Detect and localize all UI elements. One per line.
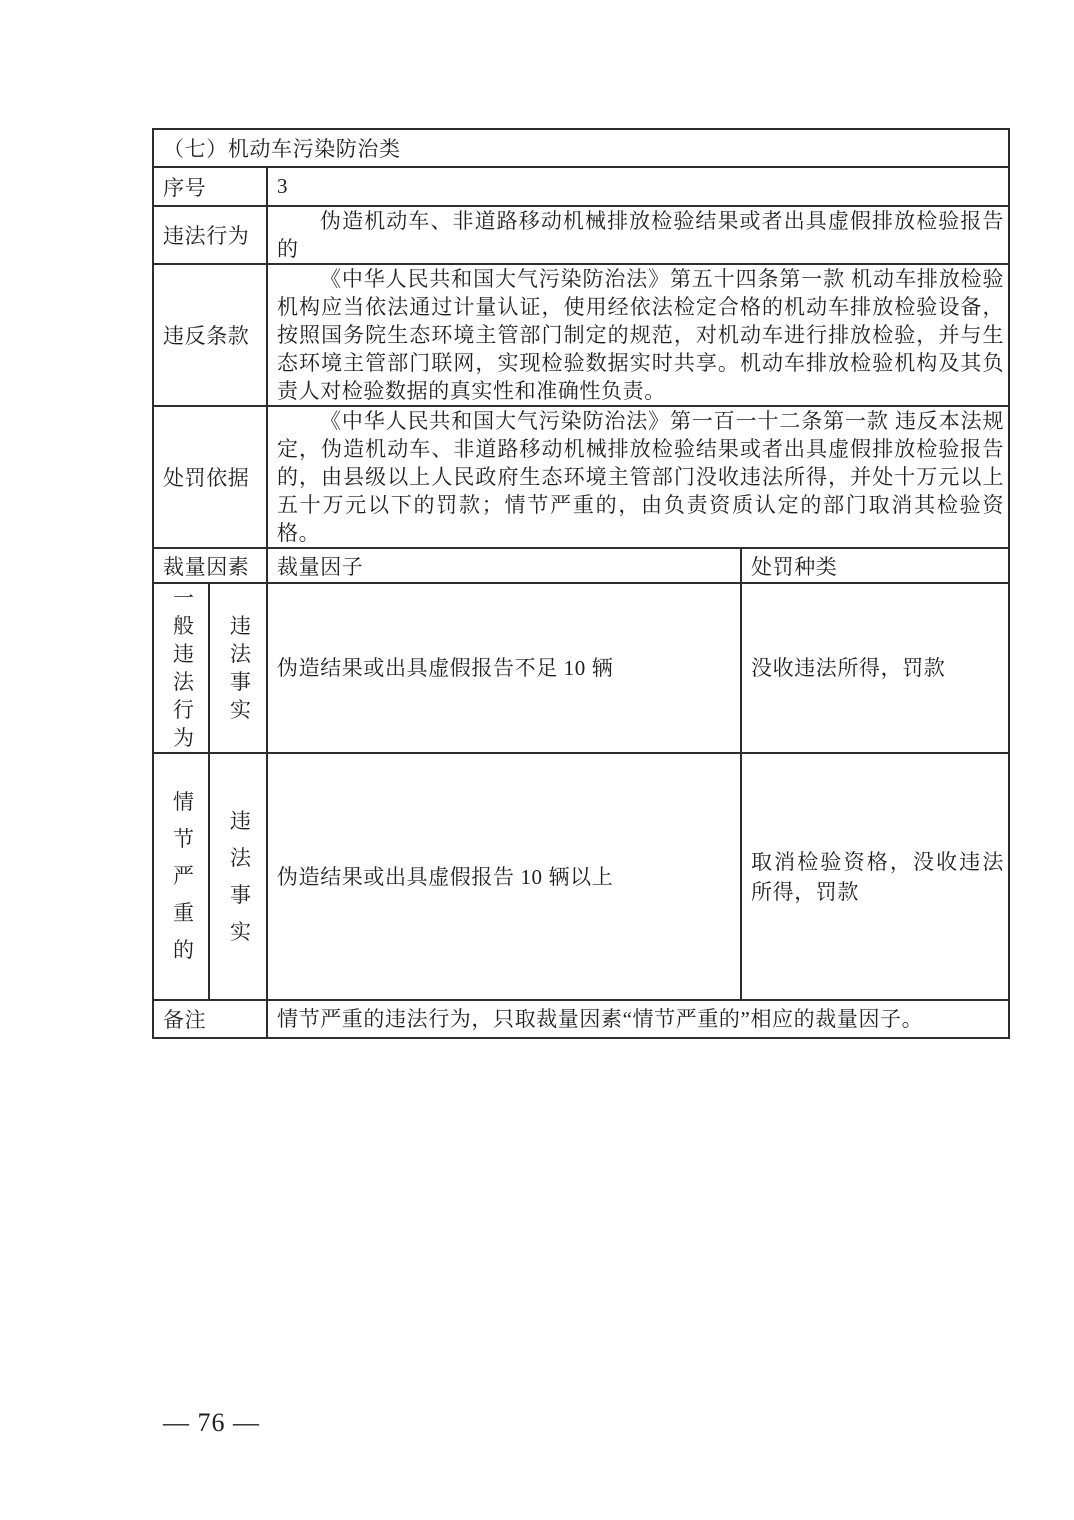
general-violation-factor-text: 伪造结果或出具虚假报告不足 10 辆	[267, 583, 741, 753]
severe-violation-fact-label: 违法事实	[230, 808, 251, 944]
serial-number-label: 序号	[153, 167, 267, 206]
general-violation-penalty-text: 没收违法所得，罚款	[741, 583, 1009, 753]
remark-text: 情节严重的违法行为，只取裁量因素“情节严重的”相应的裁量因子。	[277, 1007, 924, 1031]
remark-row	[153, 1000, 1009, 1038]
general-violation-category-cell	[153, 583, 209, 753]
violated-clause-cell	[267, 264, 1009, 406]
discretion-factor-group-header: 裁量因素	[153, 548, 267, 583]
violation-act-text: 伪造机动车、非道路移动机械排放检验结果或者出具虚假排放检验报告的	[277, 209, 1005, 261]
page-number: — 76 —	[163, 1408, 260, 1437]
penalty-discretion-table	[152, 128, 1010, 1039]
severe-violation-penalty-text: 取消检验资格，没收违法所得，罚款	[741, 753, 1009, 1000]
violated-clause-text: 《中华人民共和国大气污染防治法》第五十四条第一款 机动车排放检验机构应当依法通过计量认证，使用经依法检定合格的机动车排放检验设备，按照国务院生态环境主管部门制定的规范，对机动车进行排放检验，并与生态环境主管部门联网，实现检验数据实时共享。机动车排放检验机构及其负责人对检验数据的真实性和准确性负责。	[277, 267, 1005, 403]
remark-label: 备注	[153, 1000, 267, 1038]
discretion-factor-column-header: 裁量因子	[267, 548, 741, 583]
violation-act-row	[153, 206, 1009, 264]
general-violation-row	[153, 583, 1009, 753]
violation-act-label: 违法行为	[153, 206, 267, 264]
penalty-basis-text: 《中华人民共和国大气污染防治法》第一百一十二条第一款 违反本法规定，伪造机动车、非道路移动机械排放检验结果或者出具虚假排放检验报告的，由县级以上人民政府生态环境主管部门没收违法所得，并处十万元以上五十万元以下的罚款；情节严重的，由负责资质认定的部门取消其检验资格。	[277, 409, 1005, 545]
severe-violation-fact-cell	[209, 753, 267, 1000]
penalty-basis-row	[153, 406, 1009, 548]
violated-clause-row	[153, 264, 1009, 406]
penalty-type-column-header: 处罚种类	[741, 548, 1009, 583]
column-header-row	[153, 548, 1009, 583]
serial-row	[153, 167, 1009, 206]
category-header-row	[153, 129, 1009, 167]
severe-violation-row	[153, 753, 1009, 1000]
penalty-basis-label: 处罚依据	[153, 406, 267, 548]
violation-act-cell	[267, 206, 1009, 264]
general-violation-fact-label: 违法事实	[230, 614, 251, 722]
general-violation-category-label: 一般违法行为	[173, 586, 194, 750]
severe-violation-category-cell	[153, 753, 209, 1000]
severe-violation-factor-text: 伪造结果或出具虚假报告 10 辆以上	[267, 753, 741, 1000]
penalty-basis-cell	[267, 406, 1009, 548]
severe-violation-category-label: 情节严重的	[173, 790, 194, 962]
serial-number-value: 3	[267, 167, 1009, 206]
general-violation-fact-cell	[209, 583, 267, 753]
violated-clause-label: 违反条款	[153, 264, 267, 406]
category-header-cell: （七）机动车污染防治类	[153, 129, 1009, 167]
remark-cell	[267, 1000, 1009, 1038]
